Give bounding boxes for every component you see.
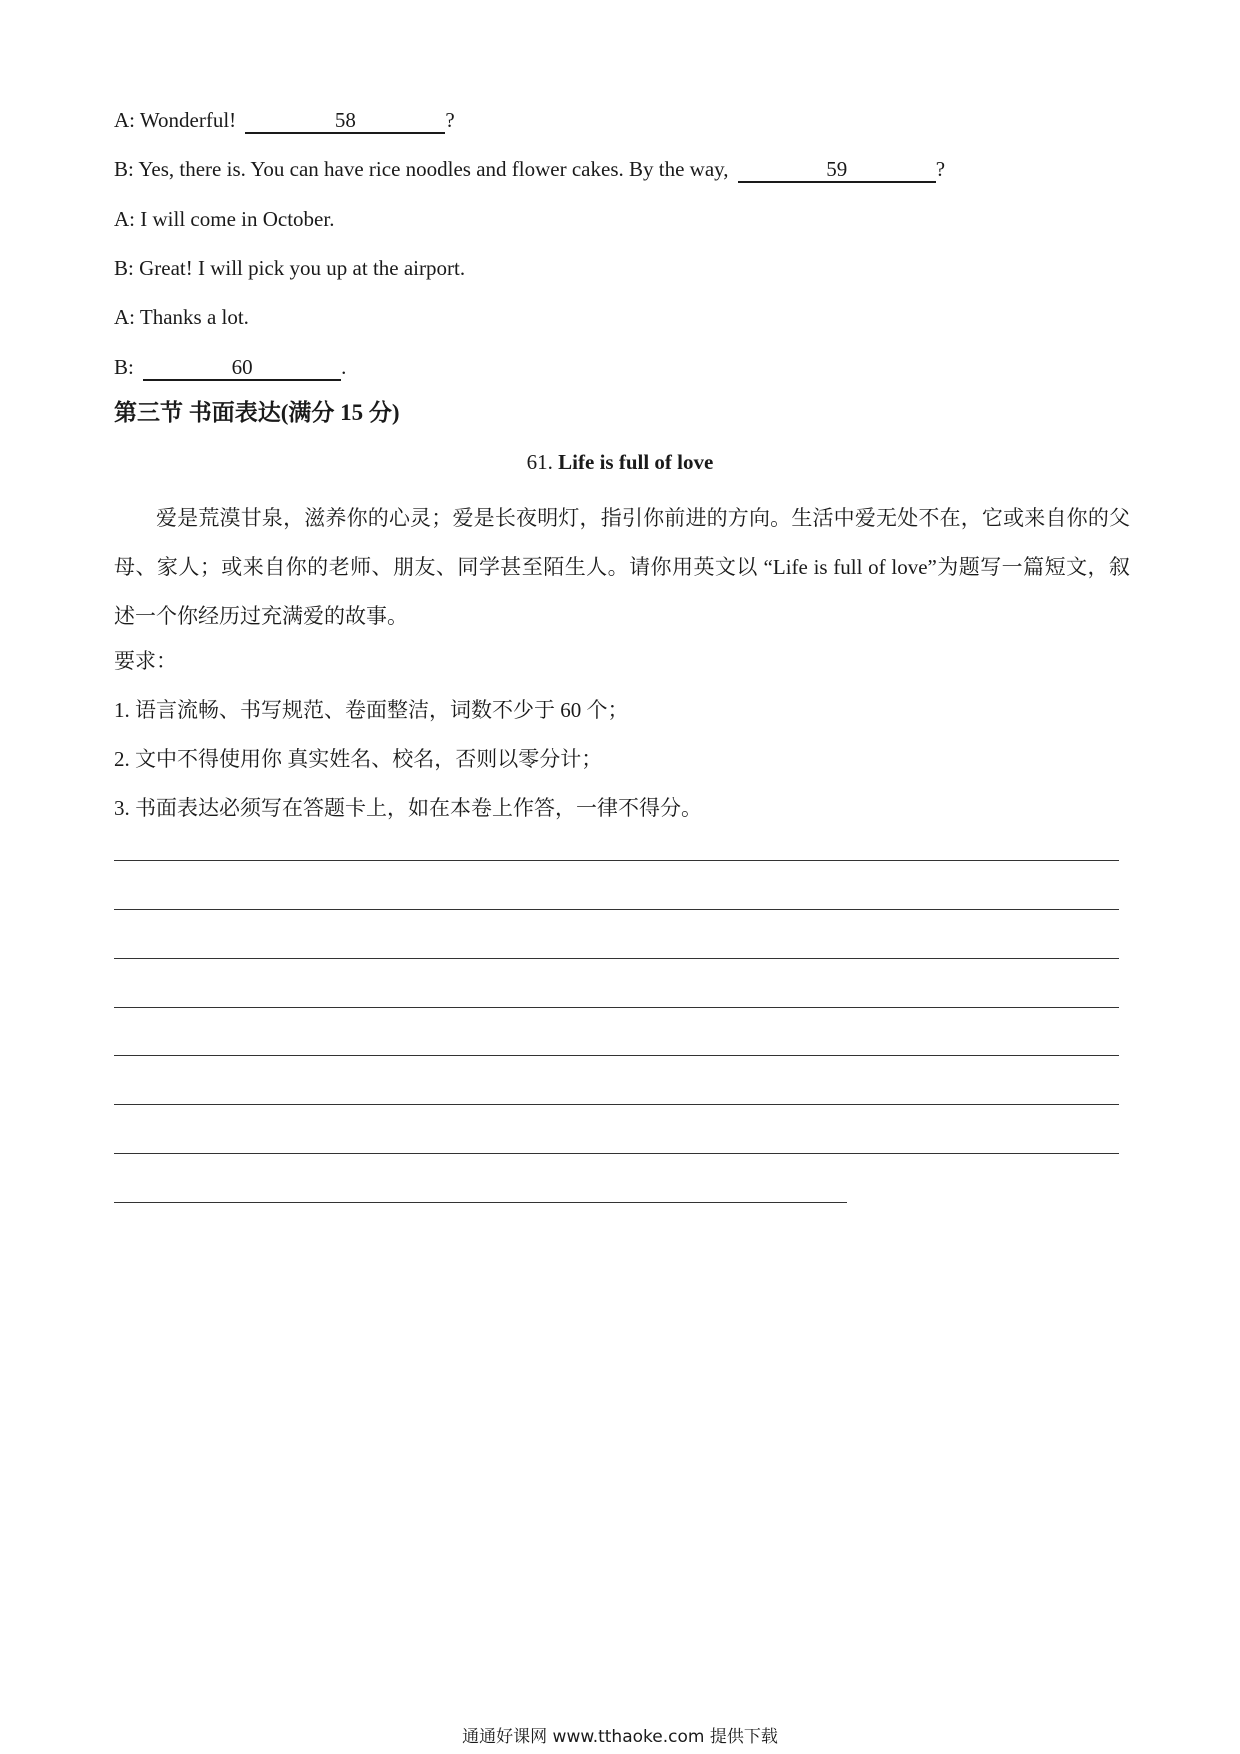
task-title: Life is full of love xyxy=(558,450,714,474)
requirements-label: 要求： xyxy=(114,649,177,673)
writing-task-title xyxy=(0,448,1240,476)
dialogue-line-59 xyxy=(114,155,945,183)
speaker-label: A: xyxy=(114,108,135,132)
dialogue-line xyxy=(114,254,465,282)
requirement-item: 2. 文中不得使用你 真实姓名、校名，否则以零分计； xyxy=(114,747,603,771)
writing-line[interactable] xyxy=(114,1202,847,1203)
dialogue-text: Wonderful! xyxy=(139,108,237,132)
dialogue-text: Thanks a lot. xyxy=(139,305,249,329)
writing-line[interactable] xyxy=(114,1055,1119,1056)
answer-blank-58: 58 xyxy=(245,108,445,134)
writing-line[interactable] xyxy=(114,909,1119,910)
writing-line[interactable] xyxy=(114,860,1119,861)
writing-line[interactable] xyxy=(114,958,1119,959)
dialogue-text: I will come in October. xyxy=(140,207,335,231)
dialogue-punct: ? xyxy=(935,157,946,181)
answer-blank-59: 59 xyxy=(738,157,936,183)
dialogue-text: Great! I will pick you up at the airport. xyxy=(139,256,466,280)
speaker-label: B: xyxy=(114,256,134,280)
section-title: 第三节 书面表达(满分 15 分) xyxy=(114,400,400,425)
writing-line[interactable] xyxy=(114,1153,1119,1154)
speaker-label: B: xyxy=(114,355,134,379)
speaker-label: A: xyxy=(114,305,135,329)
dialogue-punct: ? xyxy=(445,108,455,132)
task-number: 61. xyxy=(526,450,553,474)
requirement-item: 1. 语言流畅、书写规范、卷面整洁，词数不少于 60 个； xyxy=(114,698,629,722)
writing-line[interactable] xyxy=(114,1007,1119,1008)
dialogue-text: Yes, there is. You can have rice noodles and flower cakes. By the way, xyxy=(138,157,729,181)
answer-blank-60: 60 xyxy=(143,355,341,381)
speaker-label: B: xyxy=(114,157,134,181)
writing-prompt: 爱是荒漠甘泉，滋养你的心灵；爱是长夜明灯，指引你前进的方向。生活中爱无处不在，它或来自你的父母、家人；或来自你的老师、朋友、同学甚至陌生人。请你用英文以 “Life is full of love”为题写一篇短文，叙述一个你经历过充满爱的故事。 xyxy=(114,506,1130,628)
dialogue-line xyxy=(114,205,334,233)
requirement-item: 3. 书面表达必须写在答题卡上，如在本卷上作答，一律不得分。 xyxy=(114,796,702,820)
dialogue-line-58 xyxy=(114,106,455,134)
speaker-label: A: xyxy=(114,207,135,231)
dialogue-line xyxy=(114,303,249,331)
writing-line[interactable] xyxy=(114,1104,1119,1105)
dialogue-punct: . xyxy=(341,355,347,379)
dialogue-line-60 xyxy=(114,353,346,381)
page-footer: 通通好课网 www.tthaoke.com 提供下载 xyxy=(462,1727,778,1747)
